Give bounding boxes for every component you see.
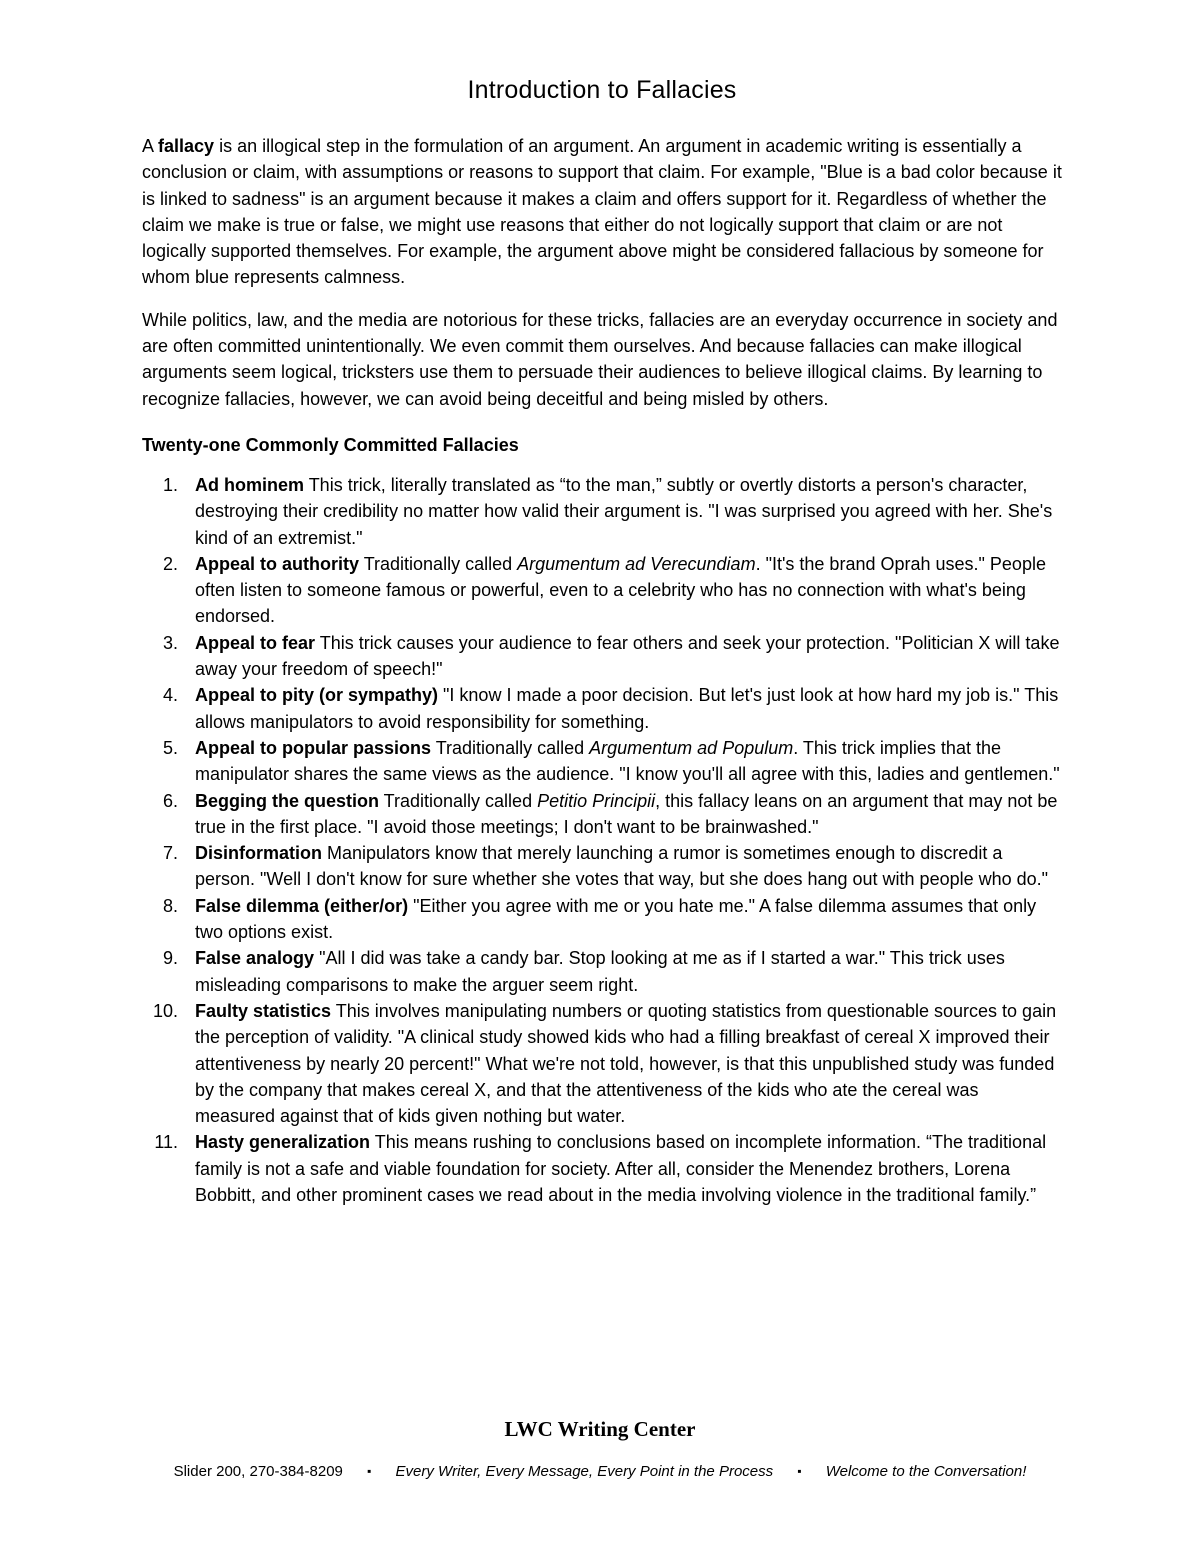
item-term: False dilemma (either/or) — [195, 895, 409, 916]
item-number: 6. — [162, 790, 178, 811]
list-item — [142, 945, 1062, 998]
item-text: This trick, literally translated as “to the man,” subtly or overtly distorts a person's character, destroying their credibility no matter how valid their argument is. "I was surprised you agreed with her. She's kind of an extremist." — [195, 474, 1053, 548]
item-term: Appeal to fear — [195, 632, 316, 653]
item-number: 3. — [162, 632, 178, 653]
item-text: . "It's the brand Oprah uses." People often listen to someone famous or powerful, even to a celebrity who has no connection with what's being endorsed. — [195, 553, 1046, 627]
list-item — [142, 788, 1062, 841]
footer-bullet-icon: ▪ — [367, 1464, 372, 1478]
list-item — [142, 630, 1062, 683]
item-pre: Traditionally called — [431, 737, 590, 758]
item-number: 7. — [162, 843, 178, 864]
item-text: "All I did was take a candy bar. Stop looking at me as if I started a war." This trick uses misleading comparisons to make the arguer seem right. — [195, 948, 1005, 995]
list-item — [142, 840, 1062, 893]
footer-motto: Every Writer, Every Message, Every Point in the Process — [395, 1463, 774, 1480]
item-italic: Petitio Principii — [537, 790, 656, 811]
list-item — [142, 998, 1062, 1129]
item-pre: Traditionally called — [379, 790, 538, 811]
intro-text: is an illogical step in the formulation of an argument. An argument in academic writing is essentially a conclusion or claim, with assumptions or reasons to support that claim. For example, "Blue is a bad color because it is linked to sadness" is an argument because it makes a claim and offers support for it. Regardless of whether the claim we make is true or false, we might use reasons that either do not logically support that claim or are not logically supported themselves. For example, the argument above might be considered fallacious by someone for whom blue represents calmness. — [142, 136, 1062, 288]
list-item — [142, 551, 1062, 630]
footer-org-name: LWC Writing Center — [504, 1417, 696, 1441]
item-term: Hasty generalization — [195, 1132, 371, 1153]
item-text: This trick causes your audience to fear others and seek your protection. "Politician X will take away your freedom of speech!" — [195, 632, 1060, 680]
item-term: Appeal to pity (or sympathy) — [195, 685, 439, 706]
item-term: Faulty statistics — [195, 1000, 332, 1021]
item-italic: Argumentum ad Populum — [589, 737, 794, 758]
item-term: Begging the question — [195, 790, 379, 811]
item-term: Ad hominem — [195, 474, 305, 495]
item-term: False analogy — [195, 948, 315, 969]
footer-contact: Slider 200, 270-384-8209 — [173, 1463, 343, 1480]
document-body — [142, 70, 1062, 1208]
second-paragraph: While politics, law, and the media are notorious for these tricks, fallacies are an everyday occurrence in society and are often committed unintentionally. We even commit them ourselves. And because fallacies can make illogical arguments seem logical, tricksters use them to persuade their audiences to believe illogical claims. By learning to recognize fallacies, however, we can avoid being deceitful and being misled by others. — [142, 309, 1058, 409]
footer-line — [0, 1463, 1200, 1480]
item-text: This means rushing to conclusions based on incomplete information. “The traditional family is not a safe and viable foundation for society. After all, consider the Menendez brothers, Lorena Bobbitt, and other prominent cases we read about in the media involving violence in the traditional family.” — [195, 1132, 1047, 1205]
item-number: 8. — [162, 895, 178, 916]
item-number: 10. — [152, 1000, 178, 1021]
item-text: "I know I made a poor decision. But let's just look at how hard my job is." This allows manipulators to avoid responsibility for something. — [195, 685, 1059, 732]
fallacy-list — [142, 472, 1062, 1208]
item-number: 1. — [162, 474, 178, 495]
item-number: 11. — [154, 1132, 178, 1153]
item-text: . This trick implies that the manipulator shares the same views as the audience. "I know you'll all agree with this, ladies and gentlemen." — [195, 737, 1060, 785]
item-term: Appeal to authority — [195, 553, 360, 574]
item-number: 9. — [162, 948, 178, 969]
item-text: Manipulators know that merely launching a rumor is sometimes enough to discredit a person. "Well I don't know for sure whether she votes that way, but she does hang out with people who do." — [195, 843, 1049, 890]
item-pre: Traditionally called — [359, 553, 518, 574]
list-item — [142, 682, 1062, 735]
item-italic: Argumentum ad Verecundiam — [517, 553, 756, 574]
intro-term: fallacy — [158, 136, 215, 156]
item-term: Disinformation — [195, 843, 323, 864]
list-item — [142, 893, 1062, 946]
item-number: 2. — [162, 553, 178, 574]
intro-paragraph — [142, 133, 1062, 291]
list-item — [142, 735, 1062, 788]
item-text: This involves manipulating numbers or quoting statistics from questionable sources to gain the perception of validity. "A clinical study showed kids who had a filling breakfast of cereal X improved their attentiveness by nearly 20 percent!" What we're not told, however, is that this unpublished study was funded by the company that makes cereal X, and that the attentiveness of the kids who ate the cereal was measured against that of kids given nothing but water. — [195, 1000, 1057, 1127]
footer-welcome: Welcome to the Conversation! — [825, 1463, 1027, 1480]
list-item — [142, 1129, 1062, 1208]
footer-bullet-icon: ▪ — [797, 1464, 802, 1478]
item-text: , this fallacy leans on an argument that may not be true in the first place. "I avoid those meetings; I don't want to be brainwashed." — [195, 790, 1058, 837]
section-heading: Twenty-one Commonly Committed Fallacies — [142, 434, 519, 455]
item-text: "Either you agree with me or you hate me." A false dilemma assumes that only two options exist. — [195, 895, 1037, 943]
intro-lead: A — [142, 136, 159, 156]
item-number: 4. — [162, 685, 178, 706]
item-term: Appeal to popular passions — [195, 737, 432, 758]
document-title: Introduction to Fallacies — [467, 76, 737, 104]
item-number: 5. — [162, 737, 178, 758]
list-item — [142, 472, 1062, 551]
